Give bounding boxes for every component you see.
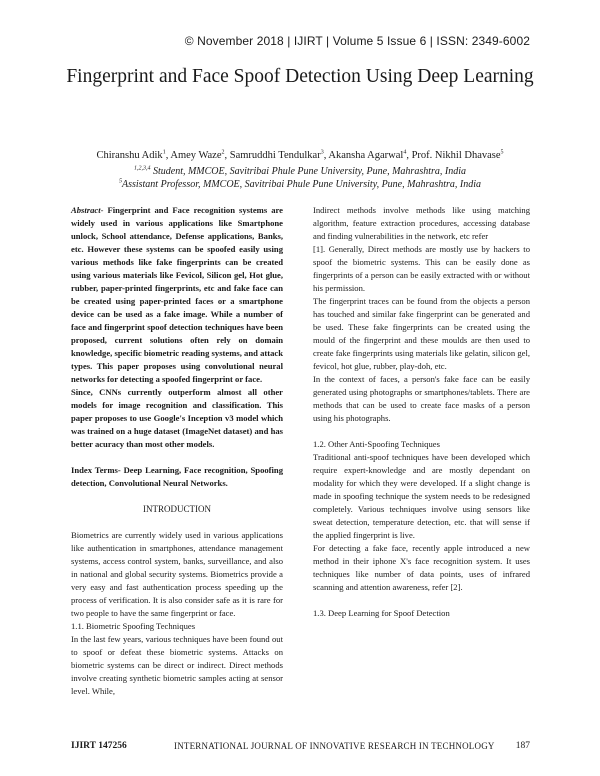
affiliation-text: Student, MMCOE, Savitribai Phule Pune University, Pune, Mahrashtra, India bbox=[152, 166, 466, 177]
body-paragraph: [1]. Generally, Direct methods are mostly use by hackers to spoof the biometric systems. This can be easily done as fingerprints of a person can be easily extracted with or without his permission. bbox=[313, 244, 530, 293]
right-column bbox=[313, 204, 530, 620]
footer-paper-id: IJIRT 147256 bbox=[71, 741, 127, 751]
author-name: Prof. Nikhil Dhavase bbox=[411, 150, 501, 161]
author-name: Akansha Agarwal bbox=[328, 150, 404, 161]
author-sup: 1 bbox=[162, 149, 166, 156]
author-sup: 3 bbox=[320, 149, 324, 156]
body-paragraph: Traditional anti-spoof techniques have been developed which require expert-knowledge and are mostly dependant on modality for which they were developed. If a slight change is made in spoofing technique the system needs to be redesigned completely. Various techniques involve using sensors like sweat detection, temperature detection, etc. that will sense if the applied fingerprint is live. bbox=[313, 452, 530, 540]
body-paragraph: For detecting a fake face, recently apple introduced a new method in their iphone X's face recognition system. It uses techniques like number of data points, uses of infrared scanning and attention awareness, refer [2]. bbox=[313, 543, 530, 592]
affiliation-text: Assistant Professor, MMCOE, Savitribai Phule Pune University, Pune, Mahrashtra, India bbox=[121, 179, 482, 190]
intro-paragraph: In the last few years, various techniques have been found out to spoof or defeat these biometric systems. Attacks on biometric systems can be direct or indirect. Direct methods involve creating synthetic biometric samples acting at sensor level. While, bbox=[71, 634, 283, 696]
abstract-text: Fingerprint and Face recognition systems are widely used in various applications like Smartphone unlock, School attendance, Defense applications, Banks, etc. However these systems can be spoofed easily using various methods like fake fingerprints can be created using various materials like Fevicol, Silicon gel, Hot glue, rubber, paper-printed fingerprints, etc and fake face can be created using paper-printed faces or a smartphone device can be used as a fake image. While a number of face and fingerprint spoof detection techniques have been proposed, current solutions often rely on domain knowledge, specific biometric reading systems, and attack types. This paper proposes using convolutional neural networks for detecting a spoofed fingerprint or face. bbox=[71, 205, 283, 384]
journal-header: © November 2018 | IJIRT | Volume 5 Issue 6 | ISSN: 2349-6002 bbox=[184, 34, 530, 48]
affiliation-sup: 5 bbox=[118, 178, 122, 185]
affiliation-students bbox=[40, 166, 560, 177]
section-heading-introduction: INTRODUCTION bbox=[143, 504, 211, 514]
footer-page-number: 187 bbox=[515, 741, 530, 751]
index-terms: Index Terms- Deep Learning, Face recognition, Spoofing detection, Convolutional Neural Networks. bbox=[71, 465, 283, 488]
subsection-heading: 1.2. Other Anti-Spoofing Techniques bbox=[313, 439, 440, 449]
author-sup: 4 bbox=[403, 149, 407, 156]
body-paragraph: In the context of faces, a person's fake face can be easily generated using photographs or smartphones/tablets. There are methods that can be used to create face masks of a person using his photographs. bbox=[313, 374, 530, 423]
body-paragraph: The fingerprint traces can be found from the objects a person has touched and similar fake fingerprint can be generated and be used. These fake fingerprints can be created using the mould of the fingerprint and these moulds are then used to create fake fingerprints using materials like gelatin, silicon gel, fevicol, hot glue, rubber, play-doh, etc. bbox=[313, 296, 530, 371]
intro-paragraph: Biometrics are currently widely used in various applications like authentication in smartphones, attendance management systems, access control system, banks, surveillance, and also in national and global security systems. Biometrics provide a very easy and fast authentication process speeding up the process of verification. It is also consider safe as it is rare for two people to have the same fingerprint or face. bbox=[71, 530, 283, 618]
author-name: Amey Waze bbox=[170, 150, 222, 161]
affiliation-sup: 1,2,3,4 bbox=[133, 165, 151, 172]
author-sup: 5 bbox=[500, 149, 504, 156]
abstract-continued: Since, CNNs currently outperform almost all other models for image recognition and classification. This paper proposes to use Google's Inception v3 model which was trained on a huge dataset (ImageNet dataset) and has better acuracy than most other models. bbox=[71, 387, 283, 449]
subsection-heading: 1.3. Deep Learning for Spoof Detection bbox=[313, 608, 450, 618]
footer-journal-name: INTERNATIONAL JOURNAL OF INNOVATIVE RESEARCH IN TECHNOLOGY bbox=[174, 741, 495, 751]
body-paragraph: Indirect methods involve methods like using matching algorithm, feature extraction procedures, accessing database and finding vulnerabilities in the network, etc refer bbox=[313, 205, 530, 241]
affiliation-professor bbox=[40, 179, 560, 190]
paper-title: Fingerprint and Face Spoof Detection Using Deep Learning bbox=[66, 66, 534, 87]
author-line: Chiranshu Adik$^1$, Amey Waze$^2$, Samruddhi Tendulkar$^3$, Akansha Agarwal$^4$, Prof. Nikhil Dhavase$^5$ bbox=[96, 149, 504, 161]
left-column bbox=[71, 204, 283, 698]
author-sup: 2 bbox=[221, 149, 225, 156]
subsection-heading: 1.1. Biometric Spoofing Techniques bbox=[71, 621, 196, 631]
abstract bbox=[71, 204, 283, 386]
abstract-label: Abstract- bbox=[71, 205, 104, 215]
author-name: Samruddhi Tendulkar bbox=[229, 150, 321, 161]
author-name: Chiranshu Adik bbox=[96, 150, 163, 161]
